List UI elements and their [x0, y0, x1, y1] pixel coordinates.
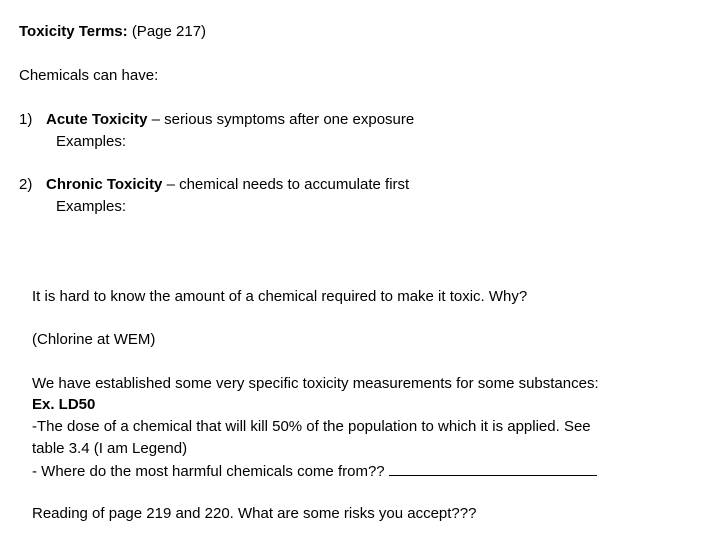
list-item-acute	[19, 111, 414, 129]
list-number: 2)	[19, 176, 33, 193]
examples-label-acute: Examples:	[56, 133, 127, 150]
term-acute-toxicity: Acute Toxicity	[46, 111, 148, 128]
paragraph-why: It is hard to know the amount of a chemical required to make it toxic. Why?	[32, 288, 528, 305]
page-title	[19, 23, 206, 41]
title-label: Toxicity Terms:	[19, 23, 128, 40]
question-text: - Where do the most harmful chemicals come from??	[32, 463, 385, 480]
paragraph-reading: Reading of page 219 and 220. What are some risks you accept???	[32, 505, 477, 522]
definition-acute: – serious symptoms after one exposure	[147, 111, 415, 128]
ld50-definition-line2: table 3.4 (I am Legend)	[32, 440, 188, 457]
term-chronic-toxicity: Chronic Toxicity	[46, 176, 163, 193]
answer-blank-line	[389, 461, 597, 476]
paragraph-chlorine: (Chlorine at WEM)	[32, 331, 156, 348]
title-page-ref: (Page 217)	[131, 23, 207, 40]
list-item-chronic	[19, 176, 409, 194]
intro-text: Chemicals can have:	[19, 67, 159, 84]
list-number: 1)	[19, 111, 33, 128]
example-ld50: Ex. LD50	[32, 396, 96, 413]
definition-chronic: – chemical needs to accumulate first	[162, 176, 410, 193]
ld50-definition-line1: -The dose of a chemical that will kill 50% of the population to which it is applied. See	[32, 418, 591, 435]
question-harmful-chemicals	[32, 461, 597, 481]
paragraph-measurements: We have established some very specific toxicity measurements for some substances:	[32, 375, 599, 392]
examples-label-chronic: Examples:	[56, 198, 127, 215]
